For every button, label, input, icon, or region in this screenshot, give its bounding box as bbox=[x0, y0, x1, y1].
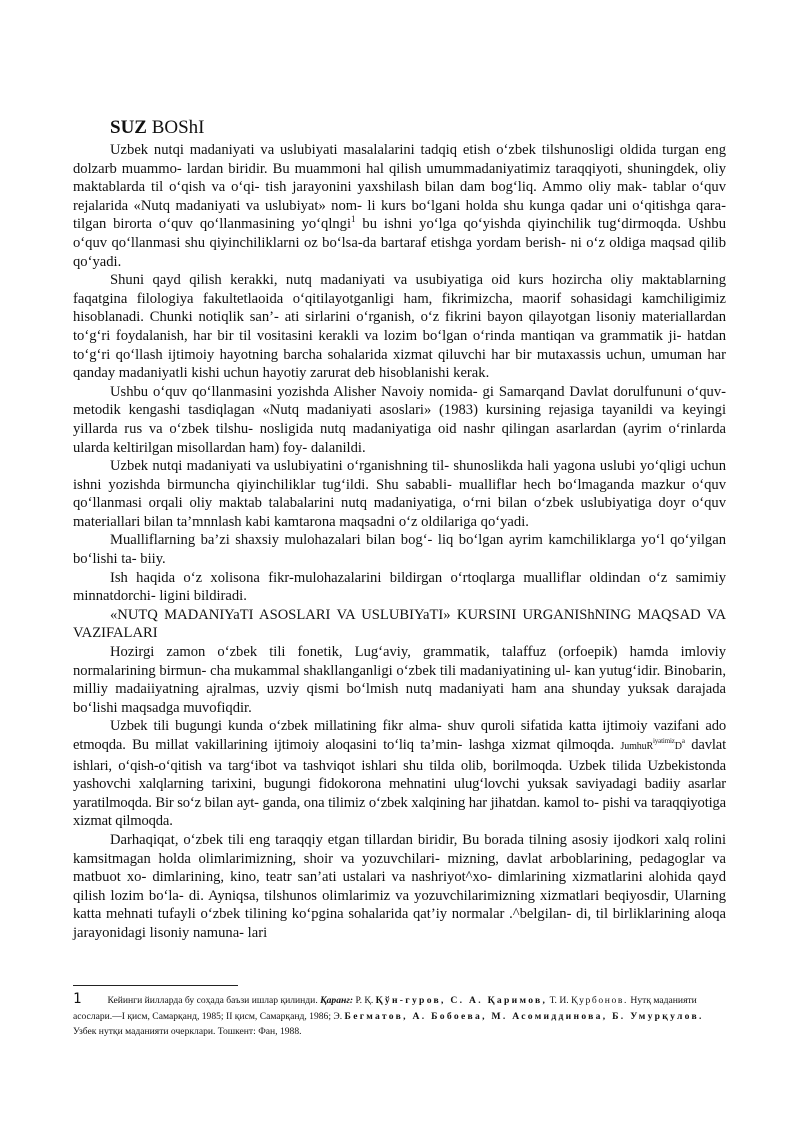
jumhuriyatimizda-1: JumhuR bbox=[620, 741, 653, 752]
paragraph-8-part-a: Uzbek tili bugungi kunda o‘zbek millatining fikr alma- shuv quroli sifatida katta ijtimoiy vazifani ado etmoqda. Bu millat vakillarining ijtimoiy aloqasini to‘liq ta’min- lashga xizmat qilmoqda. bbox=[73, 718, 726, 753]
section-heading: «NUTQ MADANIYaTI ASOSLARI VA USLUBIYaTI» KURSINI URGANIShNING MAQSAD VA VAZIFALARI bbox=[73, 606, 726, 642]
footnote bbox=[73, 992, 726, 1040]
paragraph-5: Mualliflarning ba’zi shaxsiy mulohazalari bilan bog‘- liq bo‘lgan ayrim kamchiliklarga yo‘l qo‘yilgan bo‘lishi ta- biiy. bbox=[73, 532, 726, 568]
paragraph-4: Uzbek nutqi madaniyati va uslubiyatini o‘rganishning til- shunoslikda hali yagona uslubi yo‘qligi uchun ishni yozishda birmuncha qiyinchiliklar tug‘ildi. Shu sababli- mualliflar hech bo‘lmaganda mazkur o‘quv qo‘llanmasi orqali oliy maktab talabalarini nutq madaniyatiga, o‘rni bilan o‘zbek uslubiyatiga doyr o‘quv materiallari bilan ta’mnnlash kabi kamtarona maqsadni o‘z oldilariga qo‘yadi. bbox=[73, 458, 726, 530]
title-rest: BOShI bbox=[146, 117, 205, 138]
paragraph-7: Hozirgi zamon o‘zbek tili fonetik, Lug‘aviy, grammatik, talaffuz (orfoepik) hamda imloviy normalarining birmun- cha mukammal shakllanganligi o‘zbek tili madaniyatining ul- kan yutug‘idir. Binobarin, milliy madaiiyatning ajralmas, uzviy qismi bo‘lmish nutq madaniyati ham ana shunday yuksak darajada bo‘lishi maqsadga muvofiqdir. bbox=[73, 644, 726, 716]
paragraph-1 bbox=[73, 141, 726, 271]
footnote-ref[interactable]: 1 bbox=[351, 214, 356, 225]
footnote-authors-2: Қурбонов. bbox=[571, 995, 629, 1006]
footnote-authors-3: Бегматов, А. Бобоева, М. Асомиддинова, Б. Умурқулов. bbox=[344, 1010, 704, 1022]
title-bold: SUZ bbox=[110, 117, 147, 138]
document-page bbox=[73, 116, 726, 943]
footnote-number: 1 bbox=[73, 991, 82, 1007]
paragraph-8 bbox=[73, 717, 726, 831]
footnote-text-2: Р. Қ. bbox=[353, 995, 376, 1006]
jumhuriyatimizda-3: D bbox=[674, 741, 682, 752]
paragraph-1-part-a: Uzbek nutqi madaniyati va uslubiyati masalalarini tadqiq etish o‘zbek tilshunosligi oldida turgan eng dolzarb muammo- lardan biridir. Bu muammoni hal qilish umummadaniyatimiz taraqqiyoti, shuningdek, oliy maktablarda til o‘qish va o‘qi- tish jarayonini yaxshilash bilan dam bog‘liq. Ammo oliy mak- tablar o‘quv rejalarida «Nutq madaniyati va uslubiyat» nom- li kurs bo‘lgani holda shu kunga qadar uni o‘qitishga qara- tilgan birorta o‘quv qo‘llanmasining yo‘qlngi bbox=[73, 142, 726, 233]
footnote-see: Қаранг: bbox=[320, 995, 354, 1006]
footnote-text-5: Узбек нутқи маданияти очерклари. Тошкент: Фан, 1988. bbox=[73, 1026, 302, 1037]
paragraph-6: Ish haqida o‘z xolisona fikr-mulohazalarini bildirgan o‘rtoqlarga mualliflar oldindan o‘z samimiy minnatdorchi- ligini bildiradi. bbox=[73, 569, 726, 605]
paragraph-9: Darhaqiqat, o‘zbek tili eng taraqqiy etgan tillardan biridir, Bu borada tilning asosiy ijodkori xalq rolini kamsitmagan holda olimlarimizning, shoir va yozuvchilari- mizning, davlat arboblarining, pedagoglar va matbuot xo- dimlarining, kino, teatr san’ati ustalari va nashriyot^xo- dimlarining xizmatlarini alohida qayd qilish lozim bo‘la- di. Ayniqsa, tilshunos olimlarimiz va yozuvchilarimizning xizmatlari beqiyosdir, Ularning katta mehnati tufayli o‘zbek tilining ko‘pgina sohalarida qat’iy normalar .^belgilan- di, til birliklarining aloqa jarayonidagi lisoniy namuna- lari bbox=[73, 831, 726, 941]
footnote-text-3: Т. И. bbox=[547, 995, 572, 1006]
paragraph-1-part-b: bu ishni yo‘lga qo‘yishda qiyinchilik tug‘dirmoqda. Ushbu o‘quv qo‘llanmasi shu qiyinchiliklarni oz bo‘lsa-da bartaraf etishga yordam berish- ni o‘z oldiga maqsad qilib qo‘yadi. bbox=[73, 216, 726, 270]
footnote-divider bbox=[73, 985, 238, 986]
footnote-text-4: Нутқ маданияти асослари.—I қисм, Самарқанд, 1985; II қисм, Самарқанд, 1986; Э. bbox=[73, 995, 697, 1022]
paragraph-2: Shuni qayd qilish kerakki, nutq madaniyati va usubiyatiga oid kurs hozircha oliy maktablarning faqatgina filologiya fakultetlaoida o‘qitilayotganligi ham, fikrimizcha, maorif sohasidagi kamchiligimiz hisoblanadi. Chunki notiqlik san’- ati sirlarini o‘rganish, o‘z fikrini bayon qilayotgan lisoniy materiallardan to‘g‘ri foydalanish, har bir til vositasini kerakli va lozim bo‘lgan o‘rinda mantiqan va grammatik ji- hatdan to‘g‘ri qo‘llash ijtimoiy hayotning barcha sohalarida xizmat qiluvchi har bir mutaxassis uchun, umuman har qanday madaniyatli kishi uchun hayotiy zarurat deb hisoblanishi kerak. bbox=[73, 272, 726, 382]
page-title bbox=[110, 116, 726, 140]
footnote-authors-1: Қўн-гуров, С. А. Қаримов, bbox=[375, 995, 548, 1006]
jumhuriyatimizda-2: iyatimiz bbox=[653, 737, 675, 746]
jumhuriyatimizda-4: a bbox=[681, 737, 685, 746]
paragraph-3: Ushbu o‘quv qo‘llanmasini yozishda Alisher Navoiy nomida- gi Samarqand Davlat dorulfununi o‘quv-metodik kengashi tasdiqlagan «Nutq madaniyati asoslari» (1983) kursining rejasiga tayanildi va keyingi yillarda rus va o‘zbek tilshu- nosligida nutq madaniyatiga oid nashr qilingan asarlardan (ayrim o‘rinlarda ularda keltirilgan misollardan ham) foy- dalanildi. bbox=[73, 383, 726, 456]
footnote-text-1: Кейинги йилларда бу соҳада баъзи ишлар қилинди. bbox=[107, 995, 321, 1006]
paragraph-8-part-b: davlat ishlari, o‘qish-o‘qitish va targ‘ibot va tashviqot ishlari shu tilda olib, borilmoqda. Uzbek tilida Uzbekistonda yashovchi xalqlarning tarixini, bugungi fidokorona mehnatini ulug‘lovchi yuksak saviyadagi badiiy asarlar yaratilmoqda. Bir so‘z bilan ayt- ganda, ona tilimiz o‘zbek xalqining har jihatdan. kamol to- pishi va taraqqiyotiga xizmat qilmoqda. bbox=[73, 737, 726, 830]
